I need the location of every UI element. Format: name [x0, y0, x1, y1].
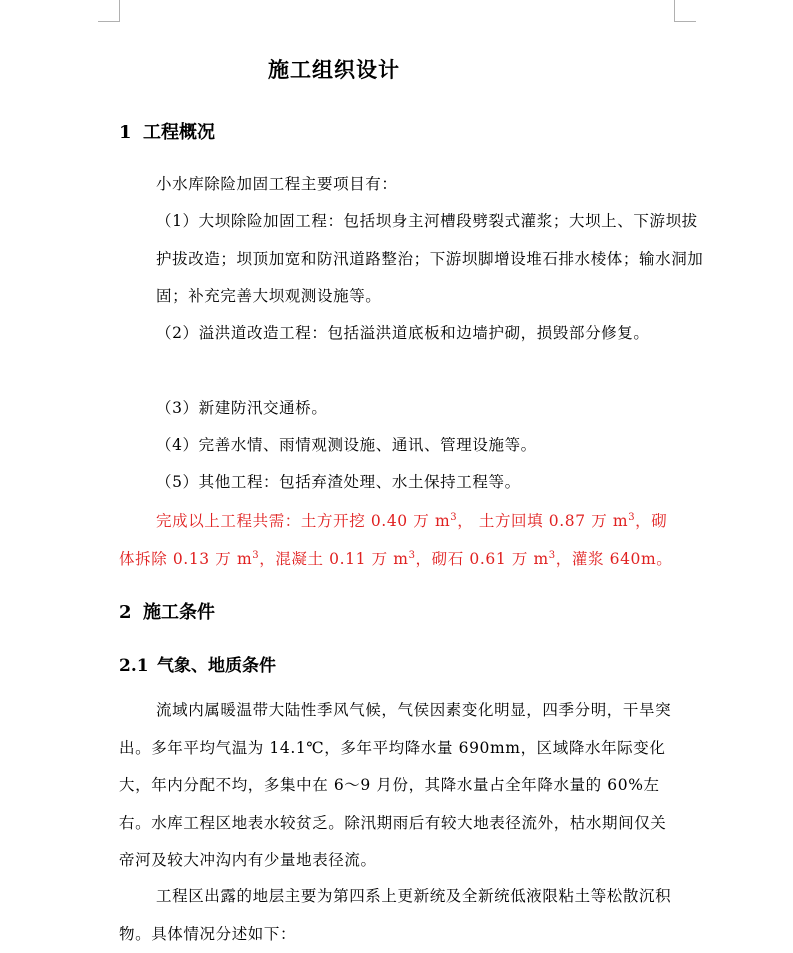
unit-m: m [393, 549, 409, 568]
item-2-text: （2）溢洪道改造工程：包括溢洪道底板和边墙护砌，损毁部分修复。 [156, 324, 650, 342]
earth-fill-label: 土方回填 [478, 512, 544, 530]
section-2-1-heading [119, 651, 276, 676]
section-1-intro: 小水库除险加固工程主要项目有： [156, 175, 398, 193]
item-2 [119, 315, 675, 353]
geology-paragraph [119, 878, 675, 953]
grouting-label: 灌浆 [571, 549, 605, 568]
unit-m: m [434, 512, 451, 530]
earth-cut-value: 0.40 [370, 512, 408, 530]
earth-fill-value: 0.87 [548, 512, 586, 530]
section-2-title: 施工条件 [143, 602, 215, 623]
unit-exp: 3 [252, 549, 260, 561]
item-1 [119, 203, 712, 316]
item-1-text: （1）大坝除险加固工程：包括坝身主河槽段劈裂式灌浆；大坝上、下游坝拔护拔改造；坝顶加宽和防汛道路整治；下游坝脚增设堆石排水棱体；输水洞加固；补充完善大坝观测设施等。 [156, 212, 704, 305]
section-1-title: 工程概况 [143, 122, 215, 143]
section-2-heading [119, 598, 215, 624]
item-3: （3）新建防汛交通桥。 [156, 399, 328, 417]
section-2-1-number: 2.1 [119, 656, 149, 676]
unit-wan: 万 [511, 549, 528, 568]
quantities-prefix: 完成以上工程共需： [156, 512, 301, 530]
grouting-value: 640m。 [609, 549, 673, 568]
unit-m: m [533, 549, 549, 568]
unit-m: m [612, 512, 629, 530]
unit-exp: 3 [408, 549, 416, 561]
concrete-value: 0.11 [329, 549, 367, 568]
unit-wan: 万 [413, 512, 430, 530]
section-2-number: 2 [119, 602, 132, 623]
masonry-demolition-label: 砌体拆除 [119, 512, 668, 568]
document-title: 施工组织设计 [268, 57, 400, 82]
concrete-label: 混凝土 [275, 549, 324, 568]
item-5: （5）其他工程：包括弃渣处理、水土保持工程等。 [156, 473, 521, 491]
section-1-number: 1 [119, 122, 132, 143]
earth-cut-label: 土方开挖 [300, 512, 366, 530]
stone-masonry-label: 砌石 [431, 549, 464, 568]
item-4: （4）完善水情、雨情观测设施、通讯、管理设施等。 [156, 436, 537, 454]
climate-paragraph [119, 692, 675, 880]
climate-paragraph-text: 流域内属暖温带大陆性季风气候，气侯因素变化明显，四季分明，干旱突出。多年平均气温为 14.1℃，多年平均降水量 690mm，区域降水年际变化大，年内分配不均，多集中在 6～9 月份，其降水量占全年降水量的 60%左右。水库工程区地表水较贫乏。除汛期雨后有较大地表径流外，枯水期间仅关帝河及较大冲沟内有少量地表径流。 [119, 701, 672, 869]
unit-wan: 万 [371, 549, 388, 568]
section-2-1-title: 气象、地质条件 [157, 656, 276, 676]
unit-wan: 万 [215, 549, 232, 568]
quantities-paragraph: 完成以上工程共需：土方开挖 0.40 万 $m^3$， 土方回填 0.87 万 $m^3$，砌体拆除 0.13 万 $m^3$，混凝土 0.11 万 $m^3$，砌石 0.61 万 $m^3$，灌浆 640m。 [119, 511, 673, 568]
unit-exp: 3 [450, 511, 458, 523]
unit-exp: 3 [628, 511, 636, 523]
masonry-demolition-value: 0.13 [172, 549, 210, 568]
stone-masonry-value: 0.61 [469, 549, 507, 568]
geology-paragraph-text: 工程区出露的地层主要为第四系上更新统及全新统低液限粘土等松散沉积物。具体情况分述如下： [119, 887, 672, 943]
unit-m: m [236, 549, 253, 568]
section-1-heading [119, 118, 215, 144]
unit-exp: 3 [548, 549, 556, 561]
unit-wan: 万 [591, 512, 608, 530]
